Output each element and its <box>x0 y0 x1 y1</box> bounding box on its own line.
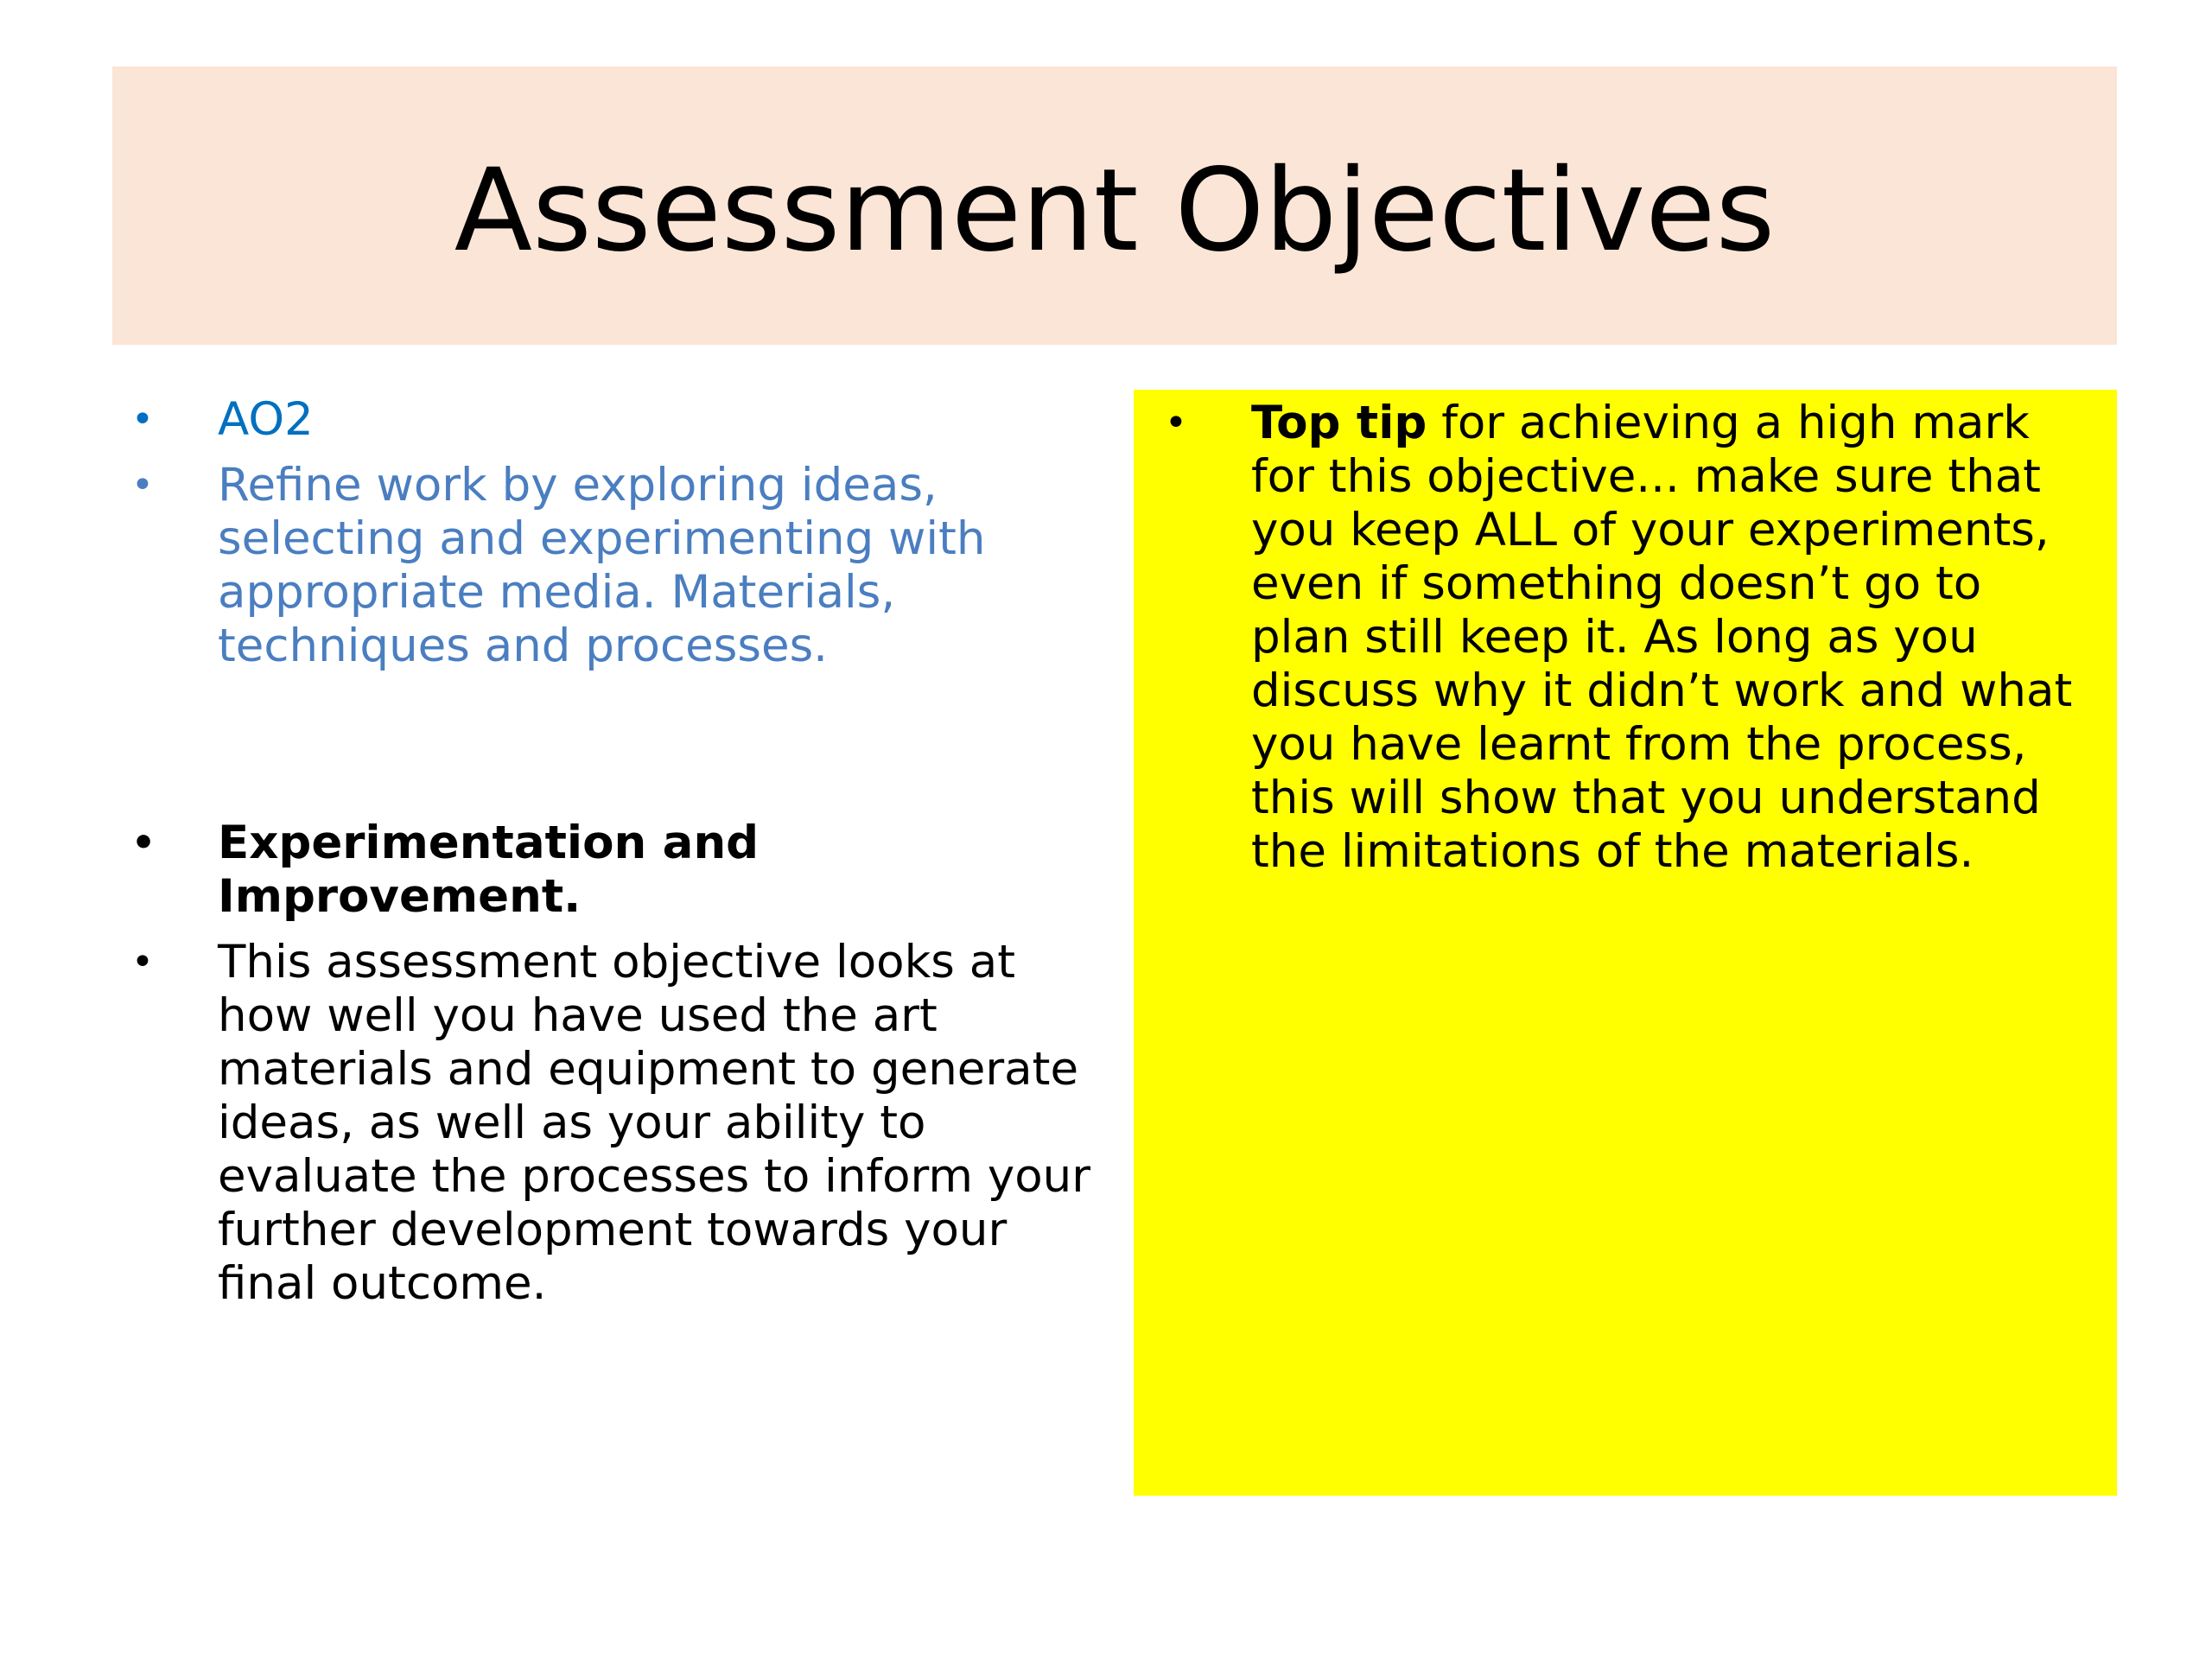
slide-title: Assessment Objectives <box>454 144 1776 277</box>
bullet-top-tip <box>1161 397 2091 879</box>
top-tip-text: for achieving a high mark for this objective... make sure that you keep ALL of your experiments, even if something doesn’t go to plan still keep it. As long as you discuss why it didn’t work and what you have learnt from the process, this will show that you understand the limitations of the materials. <box>1251 397 2073 878</box>
bullet-ao-description <box>128 459 1096 673</box>
ao-code-text: AO2 <box>218 393 314 446</box>
bullet-ao-code <box>128 393 1096 447</box>
left-bullet-list <box>128 393 1096 1311</box>
body-text: This assessment objective looks at how well you have used the art materials and equipment to generate ideas, as well as your ability to evaluate the processes to inform your further development towards your final outcome. <box>218 936 1091 1310</box>
top-tip-list <box>1161 397 2091 879</box>
top-tip-lead: Top tip <box>1251 397 1427 449</box>
bullet-dot-icon: • <box>1165 401 1187 445</box>
bullet-dot-icon: • <box>131 821 156 865</box>
title-band <box>112 67 2117 345</box>
ao-description-text: Refine work by exploring ideas, selecting and experimenting with appropriate media. Materials, techniques and processes. <box>218 459 986 672</box>
bullet-heading <box>128 817 1096 924</box>
bullet-dot-icon: • <box>131 397 154 442</box>
bullet-body <box>128 936 1096 1311</box>
left-content-column <box>128 393 1096 1311</box>
bullet-dot-icon: • <box>131 940 154 984</box>
top-tip-box <box>1134 390 2117 1496</box>
heading-text: Experimentation and Improvement. <box>218 817 760 923</box>
bullet-dot-icon: • <box>131 463 154 507</box>
